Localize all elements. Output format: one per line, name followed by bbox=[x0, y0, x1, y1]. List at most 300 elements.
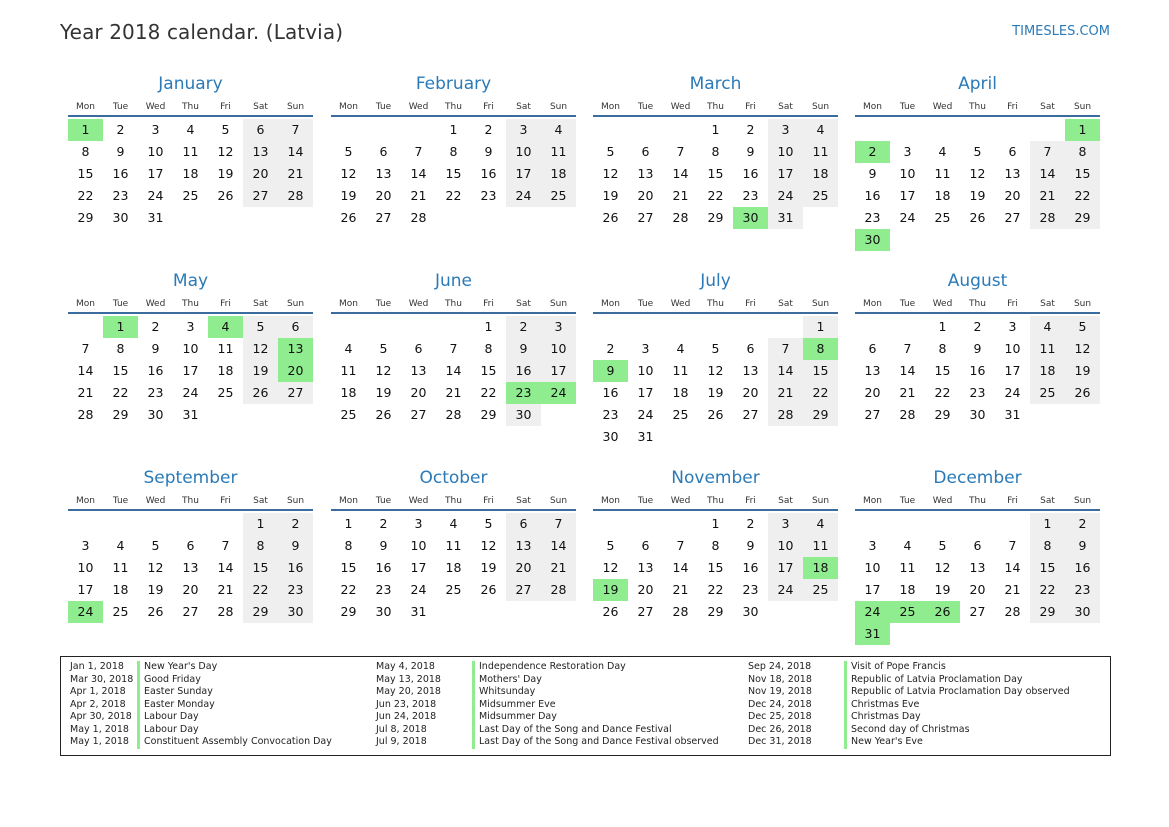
day-cell: 16 bbox=[1065, 557, 1100, 579]
day-grid bbox=[593, 316, 838, 448]
day-cell: 14 bbox=[1004, 560, 1021, 575]
day-cell: 2 bbox=[151, 319, 160, 334]
month-november bbox=[593, 466, 838, 623]
weekday-label: Fri bbox=[220, 102, 231, 112]
weekday-label: Mon bbox=[339, 299, 358, 309]
weekday-label: Sat bbox=[1040, 496, 1055, 506]
day-cell: 7 bbox=[676, 144, 685, 159]
day-cell: 27 bbox=[278, 382, 313, 404]
empty-cell bbox=[768, 316, 803, 338]
legend-holiday-name: Whitsunday bbox=[479, 686, 536, 697]
day-cell: 21 bbox=[768, 382, 803, 404]
holiday-day-cell: 24 bbox=[855, 601, 890, 623]
day-cell: 26 bbox=[243, 382, 278, 404]
day-cell: 28 bbox=[445, 407, 462, 422]
holiday-marker bbox=[472, 724, 475, 737]
day-cell: 4 bbox=[676, 341, 685, 356]
legend-date: Jun 23, 2018 bbox=[376, 698, 437, 710]
weekday-label: Mon bbox=[339, 496, 358, 506]
day-cell: 25 bbox=[217, 385, 234, 400]
weekday-label: Wed bbox=[670, 299, 691, 309]
day-cell: 3 bbox=[768, 119, 803, 141]
weekday-label: Mon bbox=[339, 102, 358, 112]
weekday-label: Tue bbox=[375, 102, 392, 112]
day-cell: 31 bbox=[637, 429, 654, 444]
day-cell: 12 bbox=[969, 166, 986, 181]
empty-cell bbox=[68, 316, 103, 338]
day-cell: 29 bbox=[480, 407, 497, 422]
day-cell: 7 bbox=[278, 119, 313, 141]
day-cell: 14 bbox=[445, 363, 462, 378]
holiday-marker bbox=[137, 699, 140, 712]
day-cell: 13 bbox=[969, 560, 986, 575]
day-cell: 4 bbox=[541, 119, 576, 141]
day-grid bbox=[855, 316, 1100, 426]
day-cell: 31 bbox=[1004, 407, 1021, 422]
day-cell: 19 bbox=[217, 166, 234, 181]
day-cell: 15 bbox=[480, 363, 497, 378]
day-cell: 28 bbox=[1004, 604, 1021, 619]
day-cell: 31 bbox=[410, 604, 427, 619]
day-cell: 12 bbox=[934, 560, 951, 575]
holiday-marker bbox=[844, 699, 847, 712]
day-cell: 28 bbox=[541, 579, 576, 601]
weekday-label: Fri bbox=[1007, 102, 1018, 112]
day-cell: 26 bbox=[969, 210, 986, 225]
day-cell: 23 bbox=[278, 579, 313, 601]
day-cell: 6 bbox=[506, 513, 541, 535]
day-cell: 30 bbox=[375, 604, 392, 619]
holiday-day-cell: 20 bbox=[278, 360, 313, 382]
empty-cell bbox=[628, 316, 663, 338]
legend-date: Mar 30, 2018 bbox=[70, 673, 134, 685]
day-cell: 30 bbox=[1065, 601, 1100, 623]
legend-holiday-name: Christmas Eve bbox=[851, 698, 920, 710]
weekday-label: Mon bbox=[863, 299, 882, 309]
weekday-label: Tue bbox=[899, 102, 916, 112]
weekday-header bbox=[68, 494, 313, 511]
day-cell: 25 bbox=[112, 604, 129, 619]
day-cell: 26 bbox=[1065, 382, 1100, 404]
day-cell: 6 bbox=[868, 341, 877, 356]
day-cell: 12 bbox=[217, 144, 234, 159]
legend-row bbox=[70, 661, 332, 674]
day-cell: 23 bbox=[742, 582, 759, 597]
empty-cell bbox=[925, 119, 960, 141]
day-cell: 15 bbox=[707, 166, 724, 181]
day-cell: 10 bbox=[506, 141, 541, 163]
day-cell: 4 bbox=[344, 341, 353, 356]
day-cell: 30 bbox=[742, 604, 759, 619]
holiday-day-cell: 1 bbox=[1065, 119, 1100, 141]
holiday-marker bbox=[844, 686, 847, 699]
day-cell: 12 bbox=[602, 166, 619, 181]
day-cell: 25 bbox=[803, 185, 838, 207]
day-cell: 24 bbox=[899, 210, 916, 225]
day-cell: 9 bbox=[1065, 535, 1100, 557]
day-cell: 20 bbox=[637, 582, 654, 597]
legend-row bbox=[748, 674, 1070, 687]
day-cell: 20 bbox=[969, 582, 986, 597]
legend-holiday-name: Visit of Pope Francis bbox=[851, 661, 946, 672]
day-cell: 2 bbox=[506, 316, 541, 338]
weekday-label: Thu bbox=[445, 102, 462, 112]
empty-cell bbox=[401, 119, 436, 141]
day-cell: 4 bbox=[449, 516, 458, 531]
day-cell: 10 bbox=[147, 144, 164, 159]
holiday-marker bbox=[137, 736, 140, 749]
day-cell: 3 bbox=[506, 119, 541, 141]
day-cell: 16 bbox=[147, 363, 164, 378]
day-cell: 18 bbox=[112, 582, 129, 597]
empty-cell bbox=[366, 316, 401, 338]
weekday-header bbox=[593, 100, 838, 117]
holiday-day-cell: 30 bbox=[733, 207, 768, 229]
day-cell: 2 bbox=[278, 513, 313, 535]
weekday-label: Tue bbox=[375, 496, 392, 506]
day-cell: 25 bbox=[934, 210, 951, 225]
day-grid bbox=[331, 119, 576, 229]
day-cell: 10 bbox=[864, 560, 881, 575]
day-cell: 10 bbox=[77, 560, 94, 575]
holiday-day-cell: 4 bbox=[208, 316, 243, 338]
weekday-label: Mon bbox=[76, 299, 95, 309]
day-cell: 5 bbox=[606, 144, 615, 159]
day-cell: 4 bbox=[903, 538, 912, 553]
day-cell: 26 bbox=[340, 210, 357, 225]
day-cell: 3 bbox=[868, 538, 877, 553]
day-cell: 22 bbox=[803, 382, 838, 404]
day-cell: 7 bbox=[541, 513, 576, 535]
day-cell: 5 bbox=[151, 538, 160, 553]
weekday-label: Wed bbox=[408, 496, 429, 506]
empty-cell bbox=[593, 513, 628, 535]
day-cell: 25 bbox=[340, 407, 357, 422]
weekday-header bbox=[331, 297, 576, 314]
weekday-label: Tue bbox=[637, 496, 654, 506]
day-cell: 23 bbox=[742, 188, 759, 203]
day-cell: 13 bbox=[506, 535, 541, 557]
day-cell: 29 bbox=[1030, 601, 1065, 623]
day-cell: 30 bbox=[602, 429, 619, 444]
legend-date: Sep 24, 2018 bbox=[748, 661, 812, 672]
weekday-label: Mon bbox=[76, 102, 95, 112]
day-cell: 6 bbox=[746, 341, 755, 356]
day-cell: 8 bbox=[81, 144, 90, 159]
legend-row bbox=[70, 711, 332, 724]
legend-row bbox=[376, 699, 719, 712]
day-cell: 5 bbox=[711, 341, 720, 356]
day-cell: 20 bbox=[864, 385, 881, 400]
weekday-label: Tue bbox=[112, 299, 129, 309]
day-cell: 11 bbox=[445, 538, 462, 553]
legend-date: Dec 31, 2018 bbox=[748, 736, 812, 747]
day-cell: 21 bbox=[410, 188, 427, 203]
weekday-label: Sat bbox=[778, 496, 793, 506]
holiday-day-cell: 25 bbox=[890, 601, 925, 623]
day-cell: 6 bbox=[414, 341, 423, 356]
weekday-header bbox=[593, 494, 838, 511]
legend-date: Apr 1, 2018 bbox=[70, 686, 126, 697]
weekday-header bbox=[331, 494, 576, 511]
day-cell: 24 bbox=[637, 407, 654, 422]
day-cell: 6 bbox=[973, 538, 982, 553]
legend-row bbox=[70, 699, 332, 712]
holiday-day-cell: 30 bbox=[855, 229, 890, 251]
day-cell: 27 bbox=[742, 407, 759, 422]
weekday-label: Fri bbox=[483, 102, 494, 112]
legend-date: Jun 24, 2018 bbox=[376, 711, 437, 722]
day-cell: 21 bbox=[541, 557, 576, 579]
legend-date: Nov 18, 2018 bbox=[748, 673, 812, 685]
day-cell: 23 bbox=[147, 385, 164, 400]
day-cell: 14 bbox=[77, 363, 94, 378]
legend-date: Dec 24, 2018 bbox=[748, 698, 812, 710]
day-cell: 4 bbox=[186, 122, 195, 137]
month-title: March bbox=[689, 74, 742, 94]
day-cell: 13 bbox=[637, 166, 654, 181]
weekday-label: Fri bbox=[483, 299, 494, 309]
day-cell: 6 bbox=[641, 538, 650, 553]
day-cell: 22 bbox=[707, 188, 724, 203]
day-cell: 15 bbox=[445, 166, 462, 181]
day-cell: 22 bbox=[445, 188, 462, 203]
day-cell: 1 bbox=[711, 122, 720, 137]
day-cell: 18 bbox=[541, 163, 576, 185]
day-cell: 6 bbox=[243, 119, 278, 141]
day-cell: 8 bbox=[711, 144, 720, 159]
weekday-label: Sun bbox=[1073, 102, 1092, 112]
month-december bbox=[855, 466, 1100, 645]
day-cell: 5 bbox=[243, 316, 278, 338]
legend-row bbox=[748, 661, 1070, 674]
day-cell: 12 bbox=[340, 166, 357, 181]
day-cell: 17 bbox=[77, 582, 94, 597]
empty-cell bbox=[366, 119, 401, 141]
day-cell: 20 bbox=[410, 385, 427, 400]
month-september bbox=[68, 466, 313, 623]
day-cell: 4 bbox=[938, 144, 947, 159]
day-cell: 11 bbox=[340, 363, 357, 378]
day-cell: 4 bbox=[116, 538, 125, 553]
day-cell: 9 bbox=[746, 144, 755, 159]
day-cell: 5 bbox=[973, 144, 982, 159]
day-cell: 12 bbox=[1065, 338, 1100, 360]
month-march bbox=[593, 72, 838, 229]
day-cell: 1 bbox=[711, 516, 720, 531]
day-cell: 22 bbox=[1065, 185, 1100, 207]
weekday-header bbox=[593, 297, 838, 314]
day-cell: 29 bbox=[243, 601, 278, 623]
day-cell: 26 bbox=[217, 188, 234, 203]
day-cell: 3 bbox=[641, 341, 650, 356]
month-title: February bbox=[415, 74, 492, 94]
empty-cell bbox=[593, 316, 628, 338]
legend-holiday-name: Republic of Latvia Proclamation Day observed bbox=[851, 686, 1070, 697]
day-grid bbox=[68, 316, 313, 426]
day-cell: 27 bbox=[969, 604, 986, 619]
month-october bbox=[331, 466, 576, 623]
page-title: Year 2018 calendar. (Latvia) bbox=[60, 20, 344, 44]
day-cell: 12 bbox=[602, 560, 619, 575]
day-cell: 23 bbox=[112, 188, 129, 203]
day-cell: 9 bbox=[379, 538, 388, 553]
day-cell: 15 bbox=[707, 560, 724, 575]
legend-holiday-name: Mothers' Day bbox=[479, 673, 542, 685]
weekday-label: Wed bbox=[145, 102, 166, 112]
month-title: August bbox=[947, 271, 1008, 291]
legend-column bbox=[70, 661, 332, 749]
month-january bbox=[68, 72, 313, 229]
empty-cell bbox=[208, 513, 243, 535]
day-cell: 30 bbox=[506, 404, 541, 426]
legend-row bbox=[748, 724, 1070, 737]
day-cell: 7 bbox=[81, 341, 90, 356]
weekday-label: Sun bbox=[286, 299, 305, 309]
weekday-label: Sun bbox=[811, 496, 830, 506]
holiday-day-cell: 26 bbox=[925, 601, 960, 623]
day-cell: 8 bbox=[116, 341, 125, 356]
weekday-label: Sat bbox=[516, 496, 531, 506]
weekday-label: Wed bbox=[145, 496, 166, 506]
day-cell: 30 bbox=[969, 407, 986, 422]
weekday-label: Wed bbox=[932, 496, 953, 506]
weekday-label: Fri bbox=[220, 299, 231, 309]
day-cell: 18 bbox=[899, 582, 916, 597]
day-cell: 6 bbox=[379, 144, 388, 159]
day-cell: 2 bbox=[379, 516, 388, 531]
weekday-label: Sun bbox=[286, 102, 305, 112]
weekday-label: Thu bbox=[969, 299, 986, 309]
day-cell: 22 bbox=[480, 385, 497, 400]
day-cell: 16 bbox=[375, 560, 392, 575]
weekday-label: Tue bbox=[899, 496, 916, 506]
day-cell: 26 bbox=[602, 210, 619, 225]
weekday-label: Thu bbox=[707, 496, 724, 506]
holiday-marker bbox=[137, 686, 140, 699]
weekday-label: Mon bbox=[601, 102, 620, 112]
weekday-label: Sat bbox=[516, 299, 531, 309]
holiday-marker bbox=[137, 724, 140, 737]
empty-cell bbox=[663, 513, 698, 535]
weekday-label: Sat bbox=[1040, 102, 1055, 112]
day-cell: 10 bbox=[410, 538, 427, 553]
day-cell: 15 bbox=[1065, 163, 1100, 185]
weekday-label: Sun bbox=[286, 496, 305, 506]
day-cell: 8 bbox=[1065, 141, 1100, 163]
weekday-label: Mon bbox=[863, 496, 882, 506]
day-cell: 19 bbox=[375, 385, 392, 400]
weekday-label: Thu bbox=[707, 102, 724, 112]
day-cell: 20 bbox=[243, 163, 278, 185]
day-cell: 14 bbox=[278, 141, 313, 163]
day-cell: 30 bbox=[278, 601, 313, 623]
weekday-label: Sun bbox=[549, 102, 568, 112]
day-cell: 8 bbox=[1030, 535, 1065, 557]
day-cell: 29 bbox=[1065, 207, 1100, 229]
month-title: May bbox=[172, 271, 209, 291]
day-cell: 8 bbox=[484, 341, 493, 356]
day-cell: 9 bbox=[746, 538, 755, 553]
day-cell: 7 bbox=[903, 341, 912, 356]
day-cell: 3 bbox=[768, 513, 803, 535]
day-cell: 3 bbox=[186, 319, 195, 334]
day-cell: 16 bbox=[112, 166, 129, 181]
day-cell: 29 bbox=[803, 404, 838, 426]
month-may bbox=[68, 269, 313, 426]
day-cell: 14 bbox=[217, 560, 234, 575]
day-grid bbox=[593, 513, 838, 623]
day-cell: 25 bbox=[1030, 382, 1065, 404]
day-cell: 17 bbox=[864, 582, 881, 597]
empty-cell bbox=[995, 119, 1030, 141]
day-cell: 1 bbox=[449, 122, 458, 137]
weekday-label: Wed bbox=[932, 102, 953, 112]
day-cell: 6 bbox=[278, 316, 313, 338]
weekday-header bbox=[855, 297, 1100, 314]
holiday-marker bbox=[844, 736, 847, 749]
day-cell: 14 bbox=[541, 535, 576, 557]
day-cell: 24 bbox=[410, 582, 427, 597]
holiday-marker bbox=[472, 711, 475, 724]
day-cell: 19 bbox=[340, 188, 357, 203]
day-cell: 25 bbox=[182, 188, 199, 203]
day-cell: 26 bbox=[602, 604, 619, 619]
weekday-label: Wed bbox=[145, 299, 166, 309]
site-link[interactable]: TIMESLES.COM bbox=[1012, 24, 1110, 39]
day-cell: 9 bbox=[506, 338, 541, 360]
weekday-label: Sat bbox=[516, 102, 531, 112]
day-cell: 3 bbox=[541, 316, 576, 338]
day-cell: 30 bbox=[112, 210, 129, 225]
day-cell: 18 bbox=[803, 163, 838, 185]
weekday-label: Thu bbox=[707, 299, 724, 309]
day-cell: 11 bbox=[182, 144, 199, 159]
legend-row bbox=[748, 711, 1070, 724]
day-cell: 11 bbox=[899, 560, 916, 575]
legend-holiday-name: Labour Day bbox=[144, 711, 199, 722]
day-cell: 7 bbox=[1008, 538, 1017, 553]
empty-cell bbox=[855, 513, 890, 535]
day-cell: 21 bbox=[672, 582, 689, 597]
weekday-label: Sun bbox=[811, 299, 830, 309]
holiday-marker bbox=[844, 711, 847, 724]
day-grid bbox=[68, 513, 313, 623]
month-august bbox=[855, 269, 1100, 426]
holiday-day-cell: 8 bbox=[803, 338, 838, 360]
holiday-marker bbox=[844, 724, 847, 737]
empty-cell bbox=[401, 316, 436, 338]
legend-row bbox=[70, 686, 332, 699]
day-cell: 19 bbox=[1065, 360, 1100, 382]
legend-holiday-name: Midsummer Day bbox=[479, 711, 557, 722]
day-cell: 27 bbox=[375, 210, 392, 225]
legend-row bbox=[376, 674, 719, 687]
day-cell: 21 bbox=[77, 385, 94, 400]
day-cell: 17 bbox=[410, 560, 427, 575]
weekday-label: Mon bbox=[863, 102, 882, 112]
day-cell: 26 bbox=[707, 407, 724, 422]
day-cell: 29 bbox=[77, 210, 94, 225]
day-cell: 22 bbox=[340, 582, 357, 597]
empty-cell bbox=[663, 316, 698, 338]
day-cell: 13 bbox=[637, 560, 654, 575]
legend-holiday-name: Last Day of the Song and Dance Festival bbox=[479, 723, 672, 735]
legend-column bbox=[748, 661, 1070, 749]
empty-cell bbox=[331, 316, 366, 338]
weekday-label: Thu bbox=[969, 496, 986, 506]
day-cell: 28 bbox=[899, 407, 916, 422]
